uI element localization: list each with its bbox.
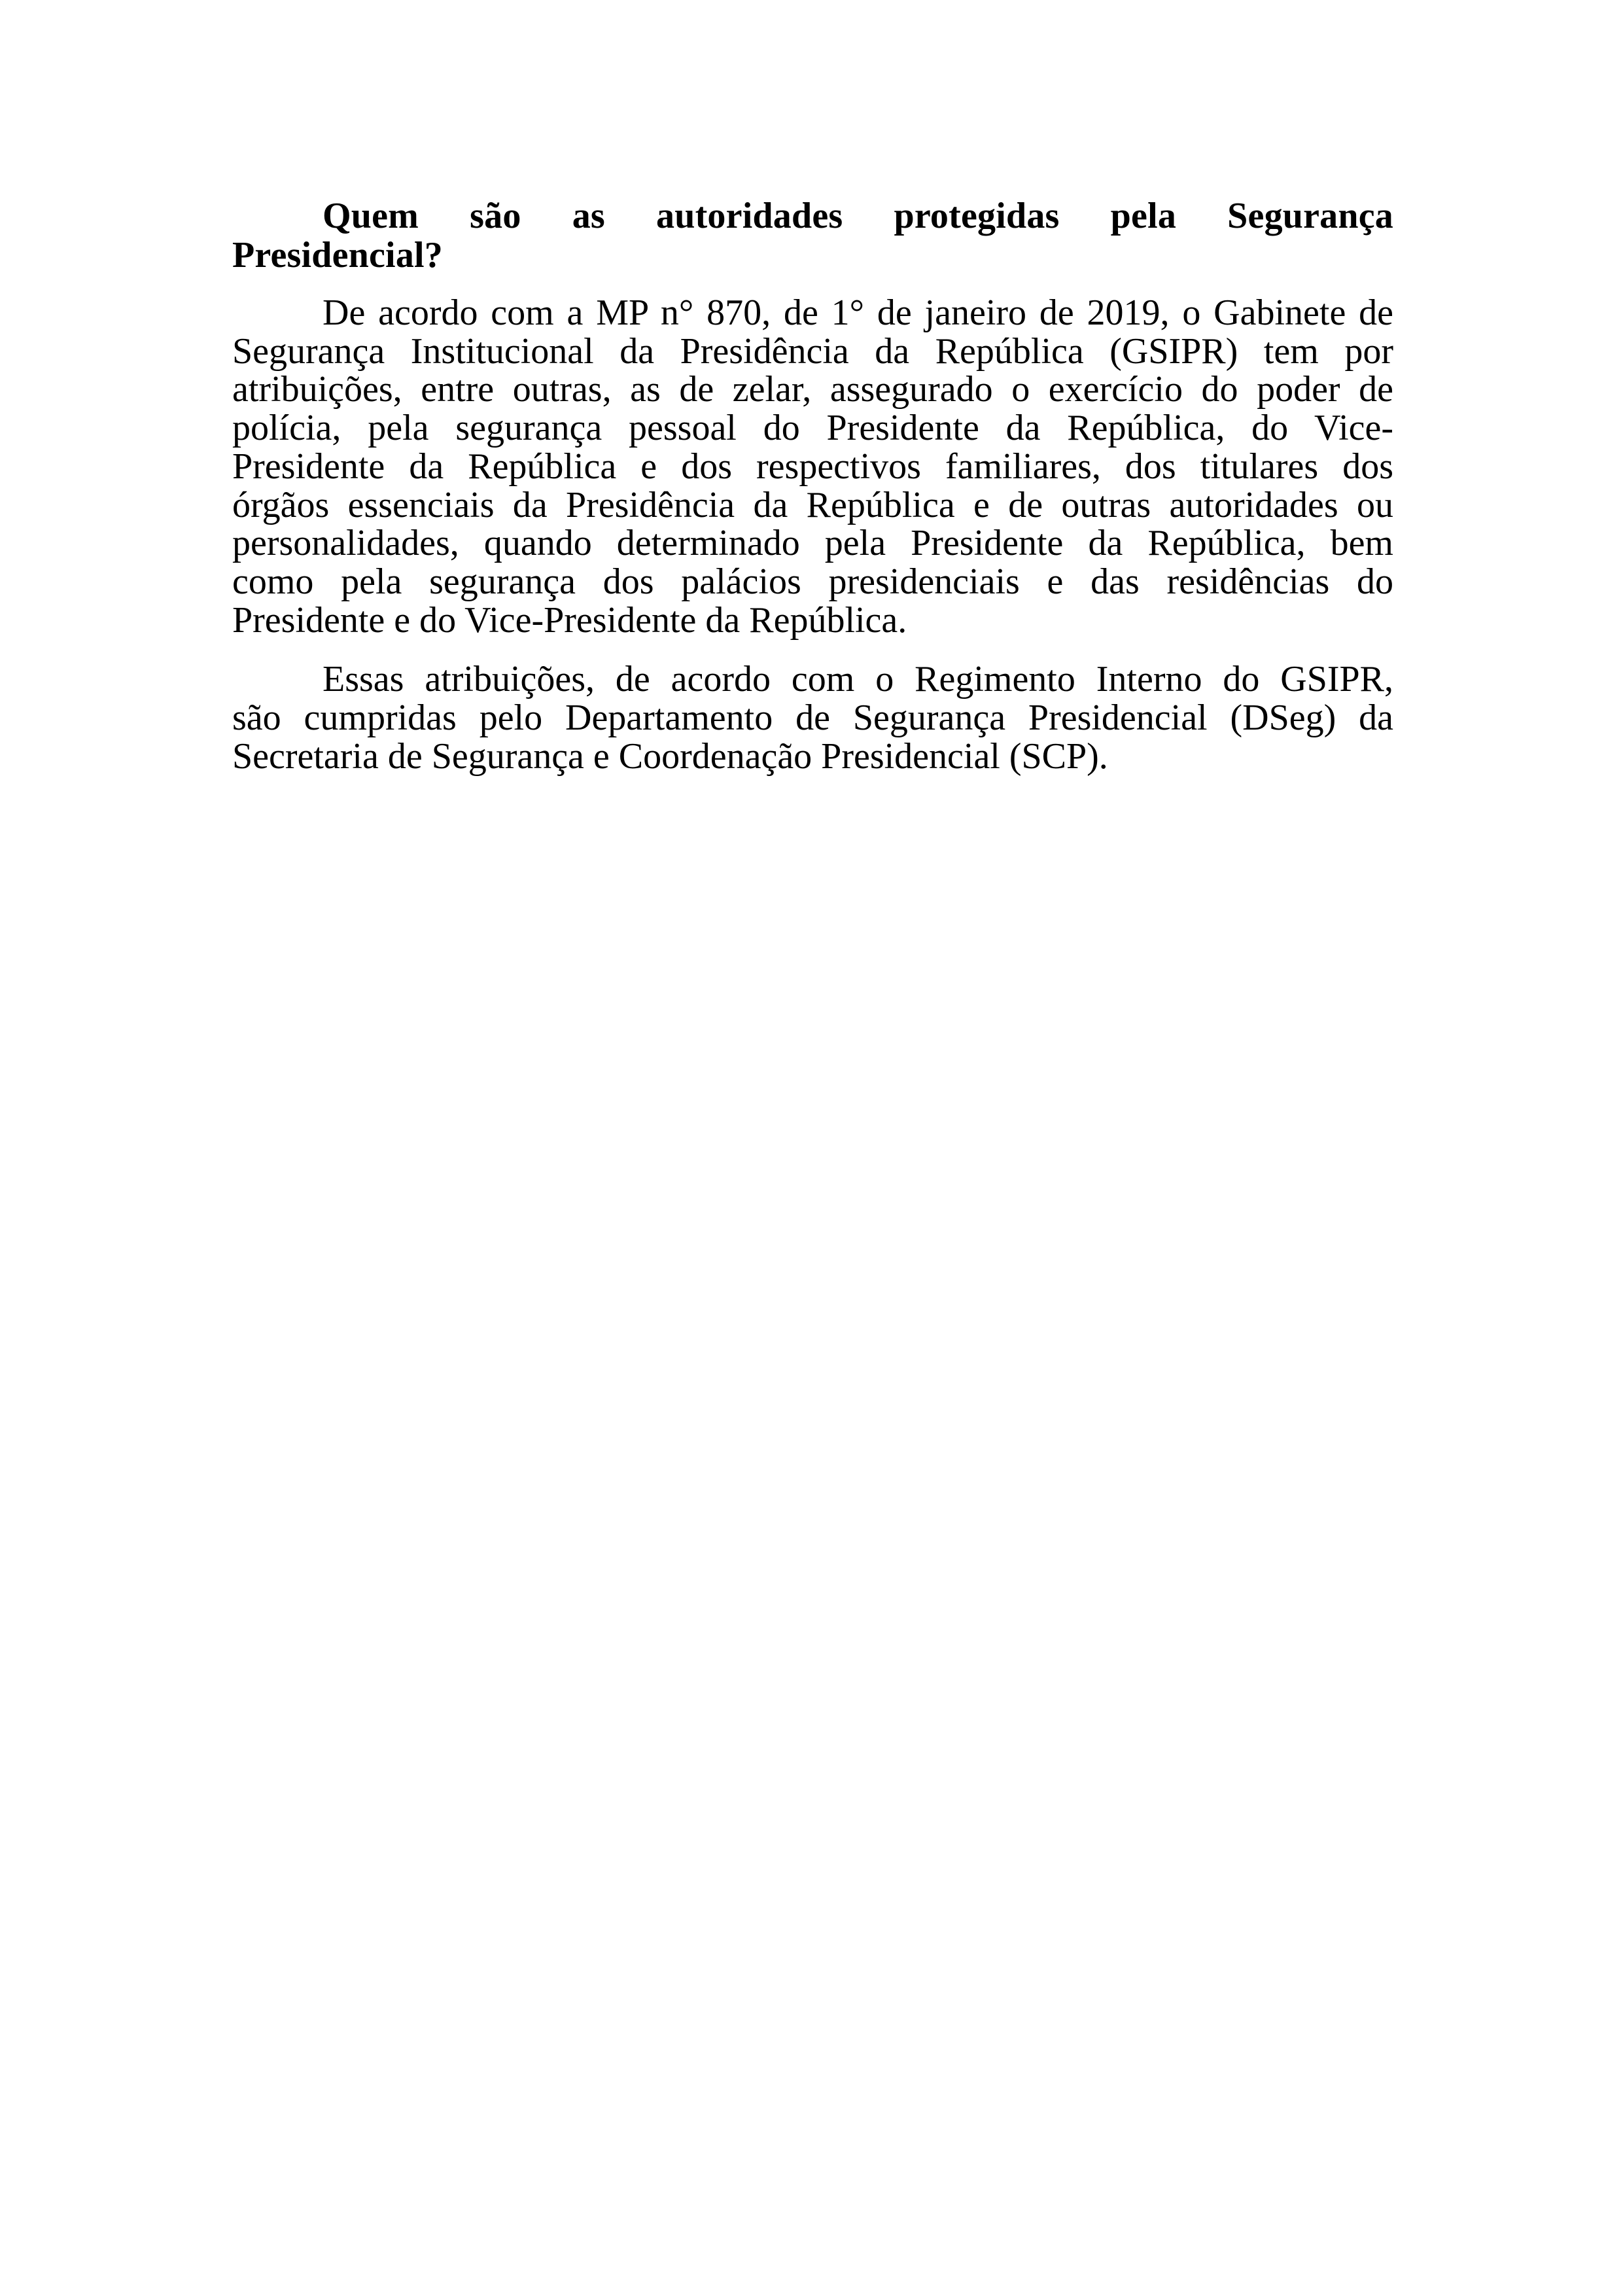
heading-line: Presidencial? xyxy=(232,235,443,275)
paragraph-line: polícia, pela segurança pessoal do Presidente da República, do Vice- xyxy=(232,408,1393,449)
paragraph-line: Presidente e do Vice-Presidente da República. xyxy=(232,599,907,641)
paragraph-line: são cumpridas pelo Departamento de Segurança Presidencial (DSeg) da xyxy=(232,698,1393,739)
paragraph-line: como pela segurança dos palácios presidenciais e das residências do xyxy=(232,561,1393,602)
paragraph-line: atribuições, entre outras, as de zelar, assegurado o exercício do poder de xyxy=(232,369,1393,410)
document-text-block xyxy=(232,196,1393,775)
paragraph-line: Segurança Institucional da Presidência da República (GSIPR) tem por xyxy=(232,330,1393,372)
paragraph-line: órgãos essenciais da Presidência da República e de outras autoridades ou xyxy=(232,484,1393,525)
paragraph-line: Essas atribuições, de acordo com o Regimento Interno do GSIPR, xyxy=(323,659,1393,700)
paragraph-line: personalidades, quando determinado pela Presidente da República, bem xyxy=(232,523,1393,564)
heading-line: Quem são as autoridades protegidas pela Segurança xyxy=(323,196,1393,236)
body-paragraph-2 xyxy=(232,660,1393,775)
paragraph-line: Secretaria de Segurança e Coordenação Presidencial (SCP). xyxy=(232,735,1108,777)
paragraph-line: Presidente da República e dos respectivos familiares, dos titulares dos xyxy=(232,446,1393,487)
paragraph-line: De acordo com a MP n° 870, de 1° de janeiro de 2019, o Gabinete de xyxy=(323,292,1393,333)
page-title xyxy=(232,196,1393,275)
body-paragraph-1 xyxy=(232,294,1393,639)
